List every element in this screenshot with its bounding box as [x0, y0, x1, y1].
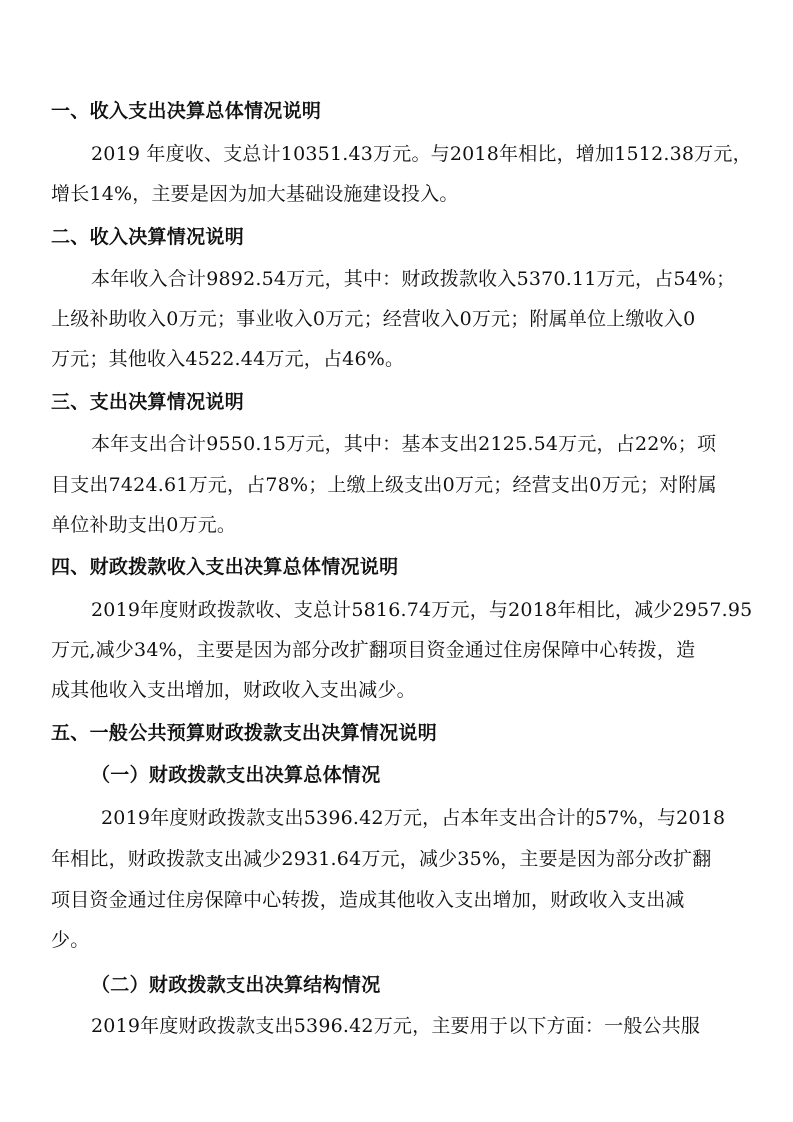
section-1-line-1: 2019 年度收、支总计10351.43万元。与2018年相比，增加1512.38万元， [91, 143, 752, 165]
section-3-line-1: 本年支出合计9550.15万元，其中：基本支出2125.54万元，占22%；项 [91, 433, 717, 455]
section-4-line-1: 2019年度财政拨款收、支总计5816.74万元，与2018年相比，减少2957.95 [91, 599, 753, 621]
section-3-line-3: 单位补助支出0万元。 [51, 514, 237, 536]
subsection-1-heading: （一）财政拨款支出决算总体情况 [91, 764, 381, 786]
section-2-line-2: 上级补助收入0万元；事业收入0万元；经营收入0万元；附属单位上缴收入0 [51, 308, 696, 330]
section-2-heading: 二、收入决算情况说明 [51, 226, 245, 248]
subsection-2-heading: （二）财政拨款支出决算结构情况 [91, 974, 381, 996]
section-5-heading: 五、一般公共预算财政拨款支出决算情况说明 [51, 722, 438, 744]
subsection-1-line-2: 年相比，财政拨款支出减少2931.64万元，减少35%，主要是因为部分改扩翻 [51, 848, 712, 870]
subsection-1-line-4: 少。 [51, 929, 90, 951]
section-2-line-1: 本年收入合计9892.54万元，其中：财政拨款收入5370.11万元，占54%； [91, 268, 736, 290]
section-3-heading: 三、支出决算情况说明 [51, 391, 245, 413]
section-4-heading: 四、财政拨款收入支出决算总体情况说明 [51, 556, 399, 578]
section-2-line-3: 万元；其他收入4522.44万元，占46%。 [51, 348, 405, 370]
section-4-line-2: 万元,减少34%，主要是因为部分改扩翻项目资金通过住房保障中心转拨，造 [51, 639, 696, 661]
section-1-line-2: 增长14%，主要是因为加大基础设施建设投入。 [51, 183, 459, 205]
subsection-1-line-3: 项目资金通过住房保障中心转拨，造成其他收入支出增加，财政收入支出减 [51, 889, 685, 911]
section-4-line-3: 成其他收入支出增加，财政收入支出减少。 [51, 679, 416, 701]
section-1-heading: 一、收入支出决算总体情况说明 [51, 100, 322, 122]
section-3-line-2: 目支出7424.61万元，占78%；上缴上级支出0万元；经营支出0万元；对附属 [51, 474, 717, 496]
subsection-1-line-1: 2019年度财政拨款支出5396.42万元，占本年支出合计的57%，与2018 [101, 807, 726, 829]
subsection-2-line-1: 2019年度财政拨款支出5396.42万元，主要用于以下方面：一般公共服 [91, 1015, 701, 1037]
